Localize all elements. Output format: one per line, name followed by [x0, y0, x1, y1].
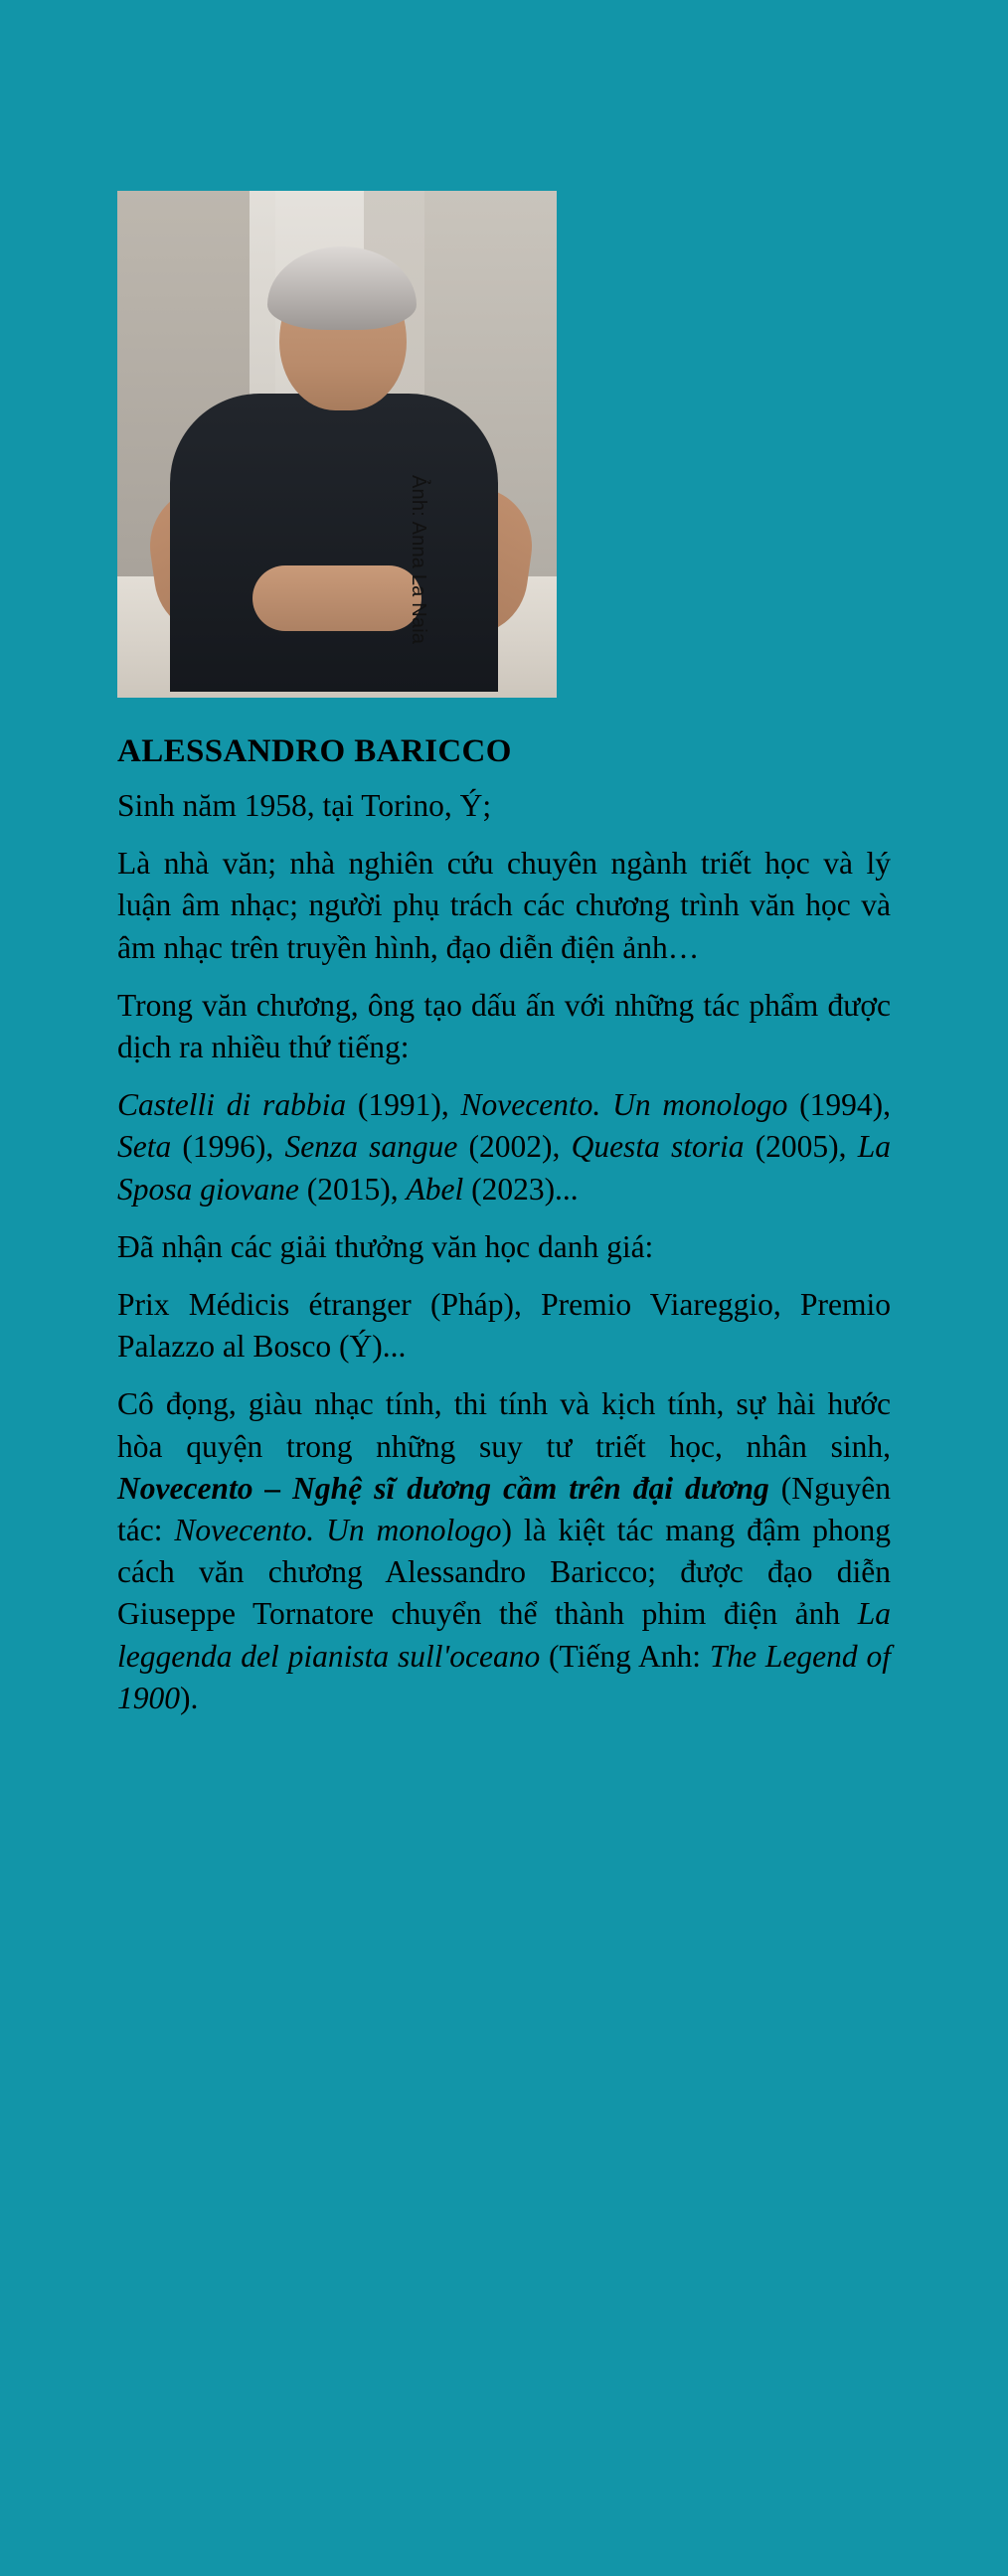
portrait-photo-frame: [117, 191, 557, 698]
poster-page: [0, 191, 1008, 2576]
closing-highlight-title: Novecento – Nghệ sĩ dương cầm trên đại dương: [117, 1470, 769, 1506]
work-year: (1991),: [346, 1087, 449, 1123]
work-title: Novecento. Un monologo: [460, 1087, 788, 1123]
bio-awards-lead: Đã nhận các giải thưởng văn học danh giá:: [117, 1228, 654, 1264]
bio-works-lead: Trong văn chương, ông tạo dấu ấn với những tác phẩm được dịch ra nhiều thứ tiếng:: [117, 987, 891, 1064]
work-title: Senza sangue: [284, 1129, 458, 1165]
closing-original-title: Novecento. Un monologo: [174, 1512, 502, 1547]
bio-birth-line: Sinh năm 1958, tại Torino, Ý;: [117, 787, 492, 823]
closing-text-2: (Nguyên tác:: [117, 1470, 891, 1547]
photo-credit: Ảnh: Anna La Naia: [407, 475, 429, 645]
photo-torso: [170, 394, 498, 692]
work-year: (2005),: [744, 1129, 847, 1165]
work-title: Seta: [117, 1129, 172, 1165]
work-title: La Sposa giovane: [117, 1129, 892, 1207]
closing-text-1: Cô đọng, giàu nhạc tính, thi tính và kịch tính, sự hài hước hòa quyện trong những suy tư triết học, nhân sinh,: [117, 1386, 891, 1464]
work-year: (1994),: [787, 1087, 892, 1123]
portrait-photo-image: [117, 191, 557, 698]
author-name: ALESSANDRO BARICCO: [117, 733, 512, 769]
closing-film-title-en: The Legend of 1900: [117, 1638, 892, 1715]
bio-works-list: [117, 1084, 891, 1210]
author-photo-block: [117, 191, 557, 698]
work-year: (2023)...: [463, 1171, 579, 1207]
closing-text-5: ).: [180, 1680, 199, 1715]
work-year: (1996),: [171, 1129, 274, 1165]
work-title: Abel: [406, 1171, 464, 1207]
bio-closing-paragraph: [117, 1383, 891, 1719]
work-year: (2002),: [457, 1129, 561, 1165]
closing-text-3: ) là kiệt tác mang đậm phong cách văn chương Alessandro Baricco; được đạo diễn Giuseppe Tornatore chuyển thể thành phim điện ảnh: [117, 1512, 892, 1632]
work-title: Questa storia: [571, 1129, 745, 1165]
work-year: (2015),: [298, 1171, 399, 1207]
photo-hands: [252, 565, 421, 631]
bio-occupation-line: Là nhà văn; nhà nghiên cứu chuyên ngành triết học và lý luận âm nhạc; người phụ trách các chương trình văn học và âm nhạc trên truyền hình, đạo diễn điện ảnh…: [117, 846, 891, 965]
work-title: Castelli di rabbia: [117, 1087, 347, 1123]
closing-text-4: (Tiếng Anh:: [540, 1638, 710, 1674]
closing-film-title: La leggenda del pianista sull'oceano: [117, 1596, 891, 1674]
bio-awards-list: Prix Médicis étranger (Pháp), Premio Viareggio, Premio Palazzo al Bosco (Ý)...: [117, 1286, 891, 1365]
